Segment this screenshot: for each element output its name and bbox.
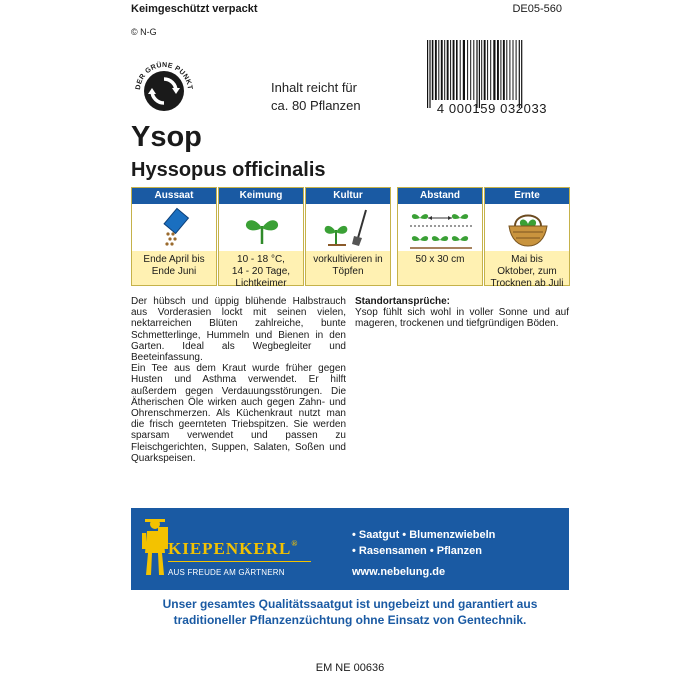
harvest-bowl-icon	[485, 204, 569, 251]
card-text	[306, 251, 390, 278]
description-paragraph: Der hübsch und üppig blühende Halbstrauch aus Vorderasien lockt mit seinen vielen, nektarreichen Blüten zahlreiche, bunte Schmetterlinge, Hummeln und Bienen in den Garten. Ideal als Wegbegleiter und Beeteinfassung.	[131, 296, 346, 364]
card-text-line: Töpfen	[332, 266, 364, 277]
barcode-bar	[460, 40, 461, 100]
barcode-bar	[473, 40, 474, 100]
card-aussaat	[131, 187, 217, 286]
card-text-line: Ende Juni	[151, 266, 197, 277]
content-note	[271, 79, 361, 115]
brand-product-line: • Rasensamen • Pflanzen	[352, 545, 482, 557]
barcode-bar	[463, 40, 465, 100]
card-title: Keimung	[219, 188, 303, 204]
card-text	[398, 251, 482, 266]
basket-carrier-icon	[141, 517, 169, 579]
card-title: Aussaat	[132, 188, 216, 204]
brand-name-text: KIEPENKERL	[168, 539, 292, 558]
card-title: Kultur	[306, 188, 390, 204]
card-text	[132, 251, 216, 278]
card-title: Abstand	[398, 188, 482, 204]
barcode-bar	[453, 40, 455, 100]
barcode-bar	[493, 40, 495, 100]
barcode-bar	[509, 40, 510, 100]
card-abstand	[397, 187, 483, 286]
brand-url[interactable]: www.nebelung.de	[352, 566, 446, 578]
footer-code: EM NE 00636	[315, 662, 385, 674]
location-heading: Standortansprüche:	[355, 296, 451, 307]
barcode-bar	[513, 40, 514, 100]
barcode-bar	[521, 40, 522, 108]
quality-note	[131, 596, 569, 628]
quality-note-line: traditioneller Pflanzenzüchtung ohne Einsatz von Gentechnik.	[173, 613, 527, 627]
barcode-bar	[506, 40, 507, 100]
barcode-bar	[467, 40, 468, 100]
card-text-line: 14 - 20 Tage,	[231, 266, 291, 277]
brand-product-lines	[352, 527, 495, 559]
quality-note-line: Unser gesamtes Qualitätssaatgut ist ungebeizt und garantiert aus	[162, 597, 538, 611]
barcode-bar	[432, 40, 434, 100]
spade-plant-icon	[306, 204, 390, 251]
barcode-bar	[441, 40, 443, 100]
brand-divider	[168, 561, 311, 562]
barcode-bar	[435, 40, 437, 100]
description	[131, 296, 346, 464]
card-ernte	[484, 187, 570, 289]
barcode-bar	[470, 40, 471, 100]
brand-product-line: • Saatgut • Blumenzwiebeln	[352, 529, 496, 541]
barcode-bar	[438, 40, 439, 100]
card-text-line: Ende April bis	[143, 254, 205, 265]
product-name: Ysop	[131, 121, 202, 153]
barcode-bar	[447, 40, 449, 100]
description-paragraph: Ein Tee aus dem Kraut wurde früher gegen Husten und Asthma verwendet. Er hilft außerdem gegen Verdauungsstörungen. Die Ätherischen Öle wirken auch gegen Zahn- und Ohrenschmerzen. Als Küchenkraut nutzt man die frisch geernteten Triebspitzen. Sie werden sparsam verwendet und passen zu Fleischgerichten, Suppen, Salaten, Soßen und Quarkspeisen.	[131, 363, 346, 464]
seed-packet-icon	[132, 204, 216, 251]
brand-name	[168, 539, 298, 559]
barcode-bar	[456, 40, 458, 100]
card-text-line: Trocknen ab Juli	[490, 278, 564, 289]
location-text: Ysop fühlt sich wohl in voller Sonne und auf mageren, trockenen und tiefgründigen Böden.	[355, 307, 569, 330]
barcode-bar	[427, 40, 428, 108]
card-text-line: Mai bis	[511, 254, 543, 265]
registered-mark: ®	[291, 539, 299, 548]
barcode-bar	[479, 40, 480, 108]
article-code: DE05-560	[512, 3, 562, 15]
card-text	[219, 251, 303, 290]
svg-text:DER GRÜNE PUNKT: DER GRÜNE PUNKT	[134, 61, 194, 91]
packaging-note: Keimgeschützt verpackt	[131, 3, 258, 15]
barcode-bar	[450, 40, 451, 100]
latin-name: Hyssopus officinalis	[131, 159, 326, 181]
card-text-line: Lichtkeimer	[235, 278, 287, 289]
barcode-number: 4 000159 032033	[436, 101, 548, 116]
copyright-note: © N-G	[131, 27, 157, 37]
barcode-bar	[481, 40, 482, 100]
content-note-line: ca. 80 Pflanzen	[271, 98, 361, 113]
spacing-arrows-icon	[398, 204, 482, 251]
card-title: Ernte	[485, 188, 569, 204]
seedling-icon	[219, 204, 303, 251]
barcode-bar	[516, 40, 517, 100]
location-requirements	[355, 296, 569, 330]
card-text	[485, 251, 569, 290]
card-text-line: vorkultivieren in	[313, 254, 383, 265]
card-kultur	[305, 187, 391, 286]
barcode-bar	[497, 40, 499, 100]
card-text-line: Oktober, zum	[497, 266, 557, 277]
barcode-bar	[484, 40, 486, 100]
brand-tagline: AUS FREUDE AM GÄRTNERN	[168, 568, 285, 577]
card-keimung	[218, 187, 304, 289]
barcode-bar	[490, 40, 491, 100]
green-dot-recycling-icon	[130, 55, 198, 123]
barcode-bar	[500, 40, 501, 100]
barcode-bar	[519, 40, 520, 108]
barcode-bar	[487, 40, 488, 100]
barcode-bar	[476, 40, 477, 108]
content-note-line: Inhalt reicht für	[271, 80, 357, 95]
card-text-line: 10 - 18 °C,	[237, 254, 285, 265]
barcode-bar	[444, 40, 445, 100]
barcode-bar	[429, 40, 430, 108]
barcode-bar	[503, 40, 505, 100]
card-text-line: 50 x 30 cm	[415, 254, 465, 265]
